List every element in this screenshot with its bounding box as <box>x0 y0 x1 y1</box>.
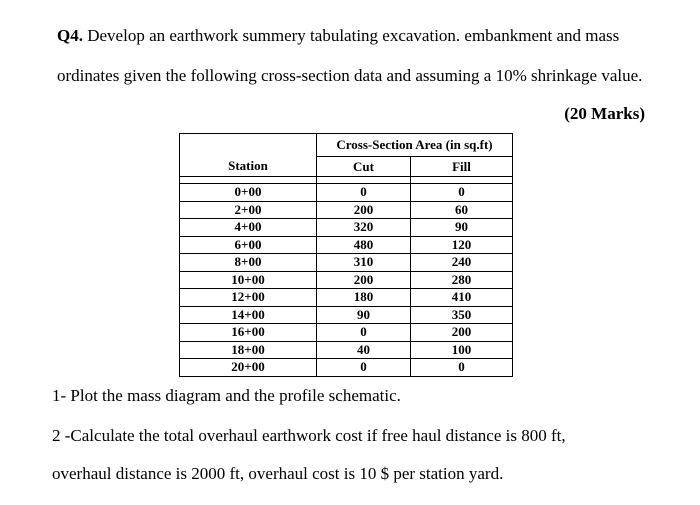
cell-cut: 0 <box>317 324 411 342</box>
cell-cut: 0 <box>317 359 411 377</box>
cell-station: 4+00 <box>180 219 317 237</box>
table-row <box>180 184 513 202</box>
table-row <box>180 324 513 342</box>
cell-station: 10+00 <box>180 271 317 289</box>
table-row <box>180 254 513 272</box>
task-1: 1- Plot the mass diagram and the profile schematic. <box>52 386 401 405</box>
cell-cut: 310 <box>317 254 411 272</box>
cell-cut: 40 <box>317 341 411 359</box>
cell-fill: 240 <box>411 254 513 272</box>
table-row <box>180 306 513 324</box>
header-blank-cell <box>180 134 317 157</box>
cell-fill: 350 <box>411 306 513 324</box>
spacer-cell <box>317 177 411 184</box>
spacer-cell <box>180 177 317 184</box>
cell-fill: 410 <box>411 289 513 307</box>
cell-station: 16+00 <box>180 324 317 342</box>
question-line-2: ordinates given the following cross-section data and assuming a 10% shrinkage value. <box>57 66 643 85</box>
cross-section-table <box>179 133 513 377</box>
cell-station: 8+00 <box>180 254 317 272</box>
table-row <box>180 236 513 254</box>
cell-fill: 90 <box>411 219 513 237</box>
question-number: Q4. <box>57 26 83 45</box>
table-row <box>180 289 513 307</box>
cell-station: 20+00 <box>180 359 317 377</box>
cell-fill: 200 <box>411 324 513 342</box>
cell-fill: 0 <box>411 359 513 377</box>
question-text-1: Develop an earthwork summery tabulating excavation. embankment and mass <box>82 26 620 45</box>
cell-cut: 320 <box>317 219 411 237</box>
cell-cut: 0 <box>317 184 411 202</box>
cell-station: 12+00 <box>180 289 317 307</box>
task-2: 2 -Calculate the total overhaul earthwork cost if free haul distance is 800 ft, <box>52 426 566 445</box>
table-row <box>180 271 513 289</box>
cell-station: 6+00 <box>180 236 317 254</box>
marks-label: (20 Marks) <box>564 104 645 123</box>
cell-fill: 280 <box>411 271 513 289</box>
spacer-cell <box>411 177 513 184</box>
cell-station: 14+00 <box>180 306 317 324</box>
question-line-1 <box>57 26 619 46</box>
cell-fill: 120 <box>411 236 513 254</box>
table-row <box>180 219 513 237</box>
cell-cut: 200 <box>317 271 411 289</box>
header-fill: Fill <box>411 157 513 177</box>
cell-fill: 0 <box>411 184 513 202</box>
cell-station: 0+00 <box>180 184 317 202</box>
cell-station: 18+00 <box>180 341 317 359</box>
table-row <box>180 201 513 219</box>
header-station: Station <box>180 157 317 177</box>
table-body <box>180 184 513 377</box>
cell-station: 2+00 <box>180 201 317 219</box>
cell-cut: 480 <box>317 236 411 254</box>
table-row <box>180 359 513 377</box>
header-cut: Cut <box>317 157 411 177</box>
cell-cut: 180 <box>317 289 411 307</box>
cell-fill: 60 <box>411 201 513 219</box>
table-row <box>180 341 513 359</box>
cell-cut: 200 <box>317 201 411 219</box>
task-3: overhaul distance is 2000 ft, overhaul cost is 10 $ per station yard. <box>52 464 504 483</box>
cell-cut: 90 <box>317 306 411 324</box>
cell-fill: 100 <box>411 341 513 359</box>
group-header: Cross-Section Area (in sq.ft) <box>317 134 513 157</box>
